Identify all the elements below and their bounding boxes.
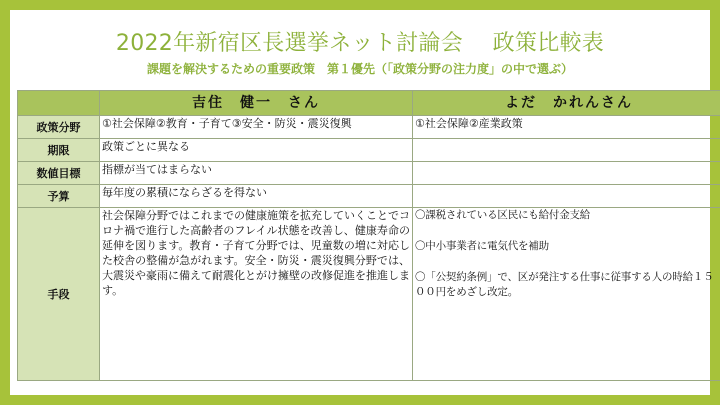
slide-subtitle: 課題を解決するための重要政策 第１優先（「政策分野の注力度」の中で選ぶ） xyxy=(146,62,573,76)
yoda-means xyxy=(413,208,720,381)
yoda-budget xyxy=(413,185,720,208)
table-row-policy-field xyxy=(18,116,720,139)
yoda-policy-field: ①社会保障②産業政策 xyxy=(413,116,720,139)
policy-comparison-table xyxy=(17,90,720,381)
yoda-deadline xyxy=(413,139,720,162)
slide-title: 2022年新宿区長選挙ネット討論会 政策比較表 xyxy=(115,31,605,56)
header-empty-cell xyxy=(18,91,100,116)
slide xyxy=(10,10,714,395)
yoda-means-item: 〇中小事業者に電気代を補助 xyxy=(415,240,549,252)
yoshizumi-numeric-target: 指標が当てはまらない xyxy=(100,162,413,185)
yoshizumi-deadline: 政策ごとに異なる xyxy=(100,139,413,162)
table-row-means xyxy=(18,208,720,381)
table-header-row xyxy=(18,91,720,116)
table-row-deadline xyxy=(18,139,720,162)
candidate-yoda-header: よだ かれんさん xyxy=(413,91,720,116)
row-label-numeric-target: 数値目標 xyxy=(18,162,100,185)
table-row-budget xyxy=(18,185,720,208)
yoda-means-item: 〇「公契約条例」で、区が発注する仕事に従事する人の時給１５００円をめざし改定。 xyxy=(415,271,714,298)
row-label-deadline: 期限 xyxy=(18,139,100,162)
yoshizumi-budget: 毎年度の累積にならざるを得ない xyxy=(100,185,413,208)
row-label-policy-field: 政策分野 xyxy=(18,116,100,139)
yoshizumi-means: 社会保障分野ではこれまでの健康施策を拡充していくことでコロナ禍で進行した高齢者のフレイル状態を改善し、健康寿命の延伸を図ります。教育・子育て分野では、児童数の増に対応した校舎の整備が急がれます。安全・防災・震災復興分野では、大震災や豪雨に備えて耐震化とがけ擁壁の改修促進を推進します。 xyxy=(100,208,413,381)
yoda-means-item: 〇課税されている区民にも給付金支給 xyxy=(415,209,591,221)
yoda-numeric-target xyxy=(413,162,720,185)
row-label-means: 手段 xyxy=(18,208,100,381)
yoshizumi-policy-field: ①社会保障②教育・子育て③安全・防災・震災復興 xyxy=(100,116,413,139)
table-row-numeric-target xyxy=(18,162,720,185)
candidate-yoshizumi-header: 吉住 健一 さん xyxy=(100,91,413,116)
row-label-budget: 予算 xyxy=(18,185,100,208)
